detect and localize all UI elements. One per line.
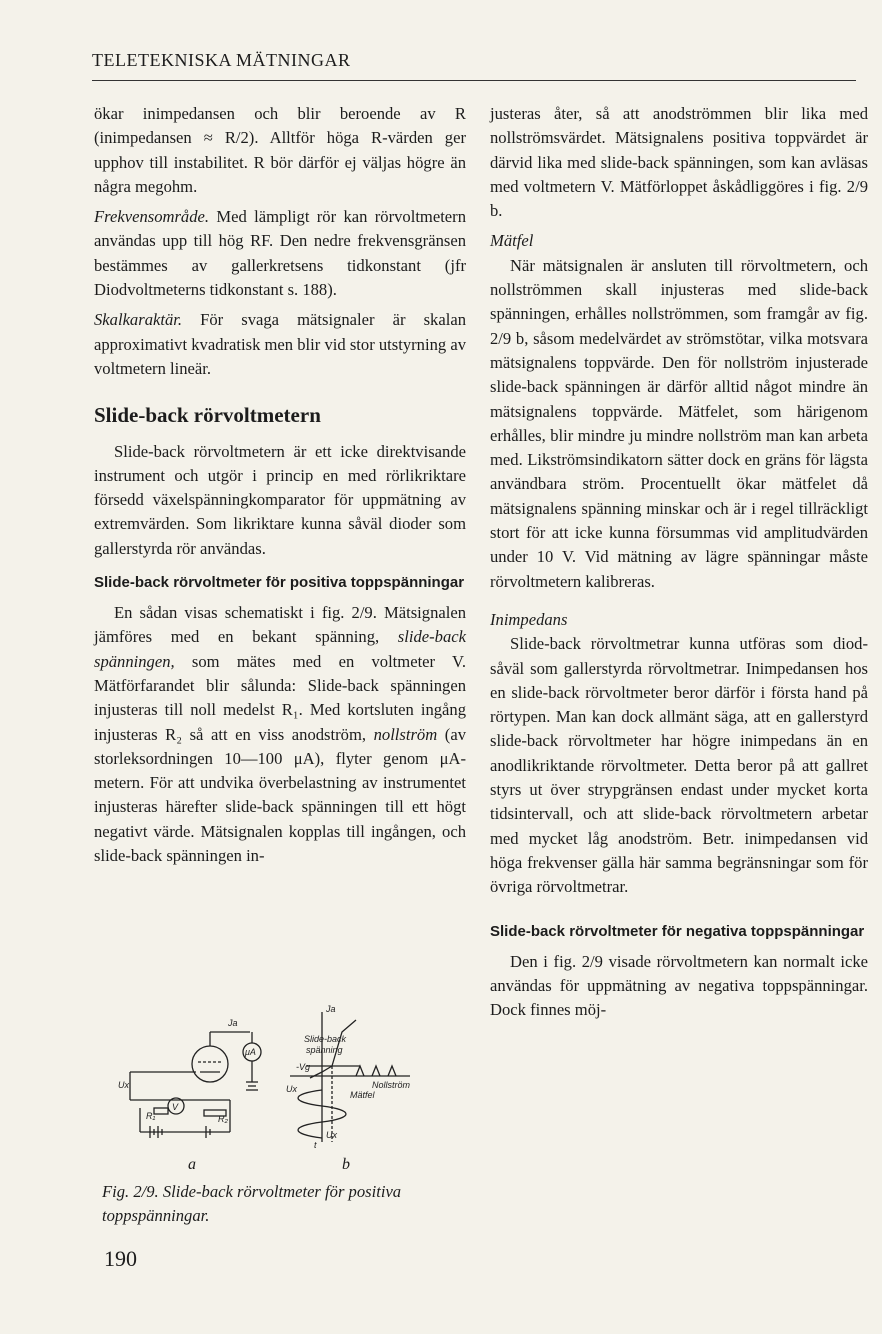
- page-number: 190: [104, 1246, 137, 1271]
- label-slide-back: Slide-back: [304, 1034, 347, 1044]
- label-vg: -Vg: [296, 1062, 311, 1072]
- right-column: [490, 102, 868, 1022]
- paragraph-text: En sådan visas schematiskt i fig. 2/9. Mätsignalen jämföres med en bekant spänning,: [94, 603, 466, 647]
- running-title: TELETEKNISKA MÄTNINGAR: [92, 50, 351, 70]
- paragraph-text: som mätes med en voltmeter V. Mätförfarandet blir sålunda: Slide-back spänningen injusteras till noll medelst R₁. Med kortsluten ingång injusteras R₂ så att en viss anodström,: [94, 651, 466, 744]
- paragraph: justeras åter, så att anodströmmen blir lika med nollströmsvärdet. Mätsignalens positiva toppvärdet är därvid lika med slide-back spänningen, som kan avläsas med voltmetern V. Mätförloppet åskådliggöres i fig. 2/9 b.: [490, 104, 868, 221]
- label-r2: R₂: [218, 1114, 228, 1124]
- paragraph: Slide-back rörvoltmetern är ett icke direktvisande instrument och utgör i princip en med rörlikriktare försedd växelspänningkomparator för uppmätning av extremvärden. Som likriktare kunna såväl dioder som gallerstyrda rör användas.: [94, 441, 466, 558]
- section-heading: Mätfel: [490, 231, 534, 251]
- left-column: [94, 102, 466, 868]
- inline-heading: Frekvensområde.: [94, 207, 210, 227]
- paragraph: Den i fig. 2/9 visade rörvoltmetern kan normalt icke användas för uppmätning av negativa toppspänningar. Dock finnes möj-: [490, 951, 868, 1020]
- header-rule: [92, 80, 856, 81]
- section-heading: Inimpedans: [490, 609, 568, 629]
- paragraph: När mätsignalen är ansluten till rörvoltmetern, och nollströmmen skall injusteras med slide-back spänningen, erhålles nollströmmen, som framgår av fig. 2/9 b, såsom medelvärdet av strömstötar, vilka motsvara mätsignalens toppvärde. Den för nollström injusterade slide-back spänningen är därför alltid något mindre än mätsignalens toppvärde. Mätfelet, som härigenom erhålles, blir mindre ju mindre nollström man kan arbeta med. Likströmsindikatorn sätter dock en gräns för lägsta användbara ström. Procentuellt ökar mätfelet då mätsignalens spänning minskar och är i regel tillräckligt stort för att icke kunna försummas vid amplitudvärden under 10 V. Vid mätning av lägre spänningar måste rörvoltmetern kalibreras.: [490, 255, 868, 591]
- label-t: t: [314, 1140, 317, 1150]
- figure-2-9: [110, 1002, 440, 1152]
- emphasis-text: nollström: [373, 724, 438, 744]
- label-ux: Ux: [118, 1080, 129, 1090]
- paragraph-text: (av storleksordningen 10—100 μA), flyter genom μA-metern. För att undvika överbelastning av instrumentet injusteras härefter slide-back spänningen till ett högt negativt värde. Mätsignalen kopplas till ingången, och slide-back spänningen in-: [94, 724, 466, 866]
- subsection-heading: Slide-back rörvoltmeter för negativa toppspänningar: [490, 922, 865, 940]
- label-spanning: spänning: [306, 1045, 343, 1055]
- section-heading: Slide-back rörvoltmetern: [94, 403, 321, 428]
- label-ja: Ja: [228, 1018, 238, 1028]
- label-matfel: Mätfel: [350, 1090, 375, 1100]
- paragraph: Slide-back rörvoltmetrar kunna utföras som diod- såväl som gallerstyrda rörvoltmetrar. Inimpedansen hos en slide-back rörvoltmeter beror därför i första hand på rörtypen. Man kan dock allmänt säga, att en gallerstyrd slide-back rörvoltmeter har högre inimpedans än en anodlikriktande rörvoltmeter. Detta beror på att gallret styrs ut över strypgränsen endast under mycket korta tidsintervall, och att slide-back rörvoltmetern arbetar med mycket låg anodström. Betr. inimpedansen vid höga frekvenser gälla här samma begränsningar som för övriga rörvoltmetrar.: [490, 634, 868, 897]
- label-r1: R₁: [146, 1111, 156, 1121]
- paragraph: ökar inimpedansen och blir beroende av R (inimpedansen ≈ R/2). Alltför höga R-värden ger upphov till instabilitet. R bör därför ej väljas högre än några megohm.: [94, 104, 466, 196]
- label-ux-graph: Ux: [286, 1084, 297, 1094]
- label-ja-graph: Ja: [326, 1004, 336, 1014]
- paragraph: [94, 601, 466, 868]
- current-pulses: [356, 1066, 396, 1076]
- inline-heading: Skalkaraktär.: [94, 310, 183, 330]
- emphasis-text: slide-back spänningen,: [94, 627, 466, 671]
- label-ux-bottom: Ux: [326, 1130, 337, 1140]
- paragraph: [94, 205, 466, 302]
- label-nollstrom: Nollström: [372, 1080, 411, 1090]
- figure-label-a: a: [188, 1156, 196, 1173]
- paragraph: [94, 308, 466, 381]
- subsection-heading: Slide-back rörvoltmeter för positiva toppspänningar: [94, 574, 465, 592]
- label-microamp: μA: [245, 1047, 256, 1057]
- label-v: V: [172, 1102, 179, 1112]
- figure-caption: Fig. 2/9. Slide-back rörvoltmeter för positiva toppspänningar.: [102, 1182, 402, 1225]
- tube-symbol: [192, 1046, 228, 1082]
- paragraph-text: Med lämpligt rör kan rörvoltmetern användas upp till hög RF. Den nedre frekvensgränsen bestämmes av gallerkretsens tidkonstant (jfr Diodvoltmeterns tidkonstant s. 188).: [94, 207, 466, 300]
- figure-label-b: b: [342, 1156, 350, 1173]
- paragraph-text: För svaga mätsignaler är skalan approximativt kvadratisk men blir vid stor utstyrning av voltmetern lineär.: [94, 310, 466, 378]
